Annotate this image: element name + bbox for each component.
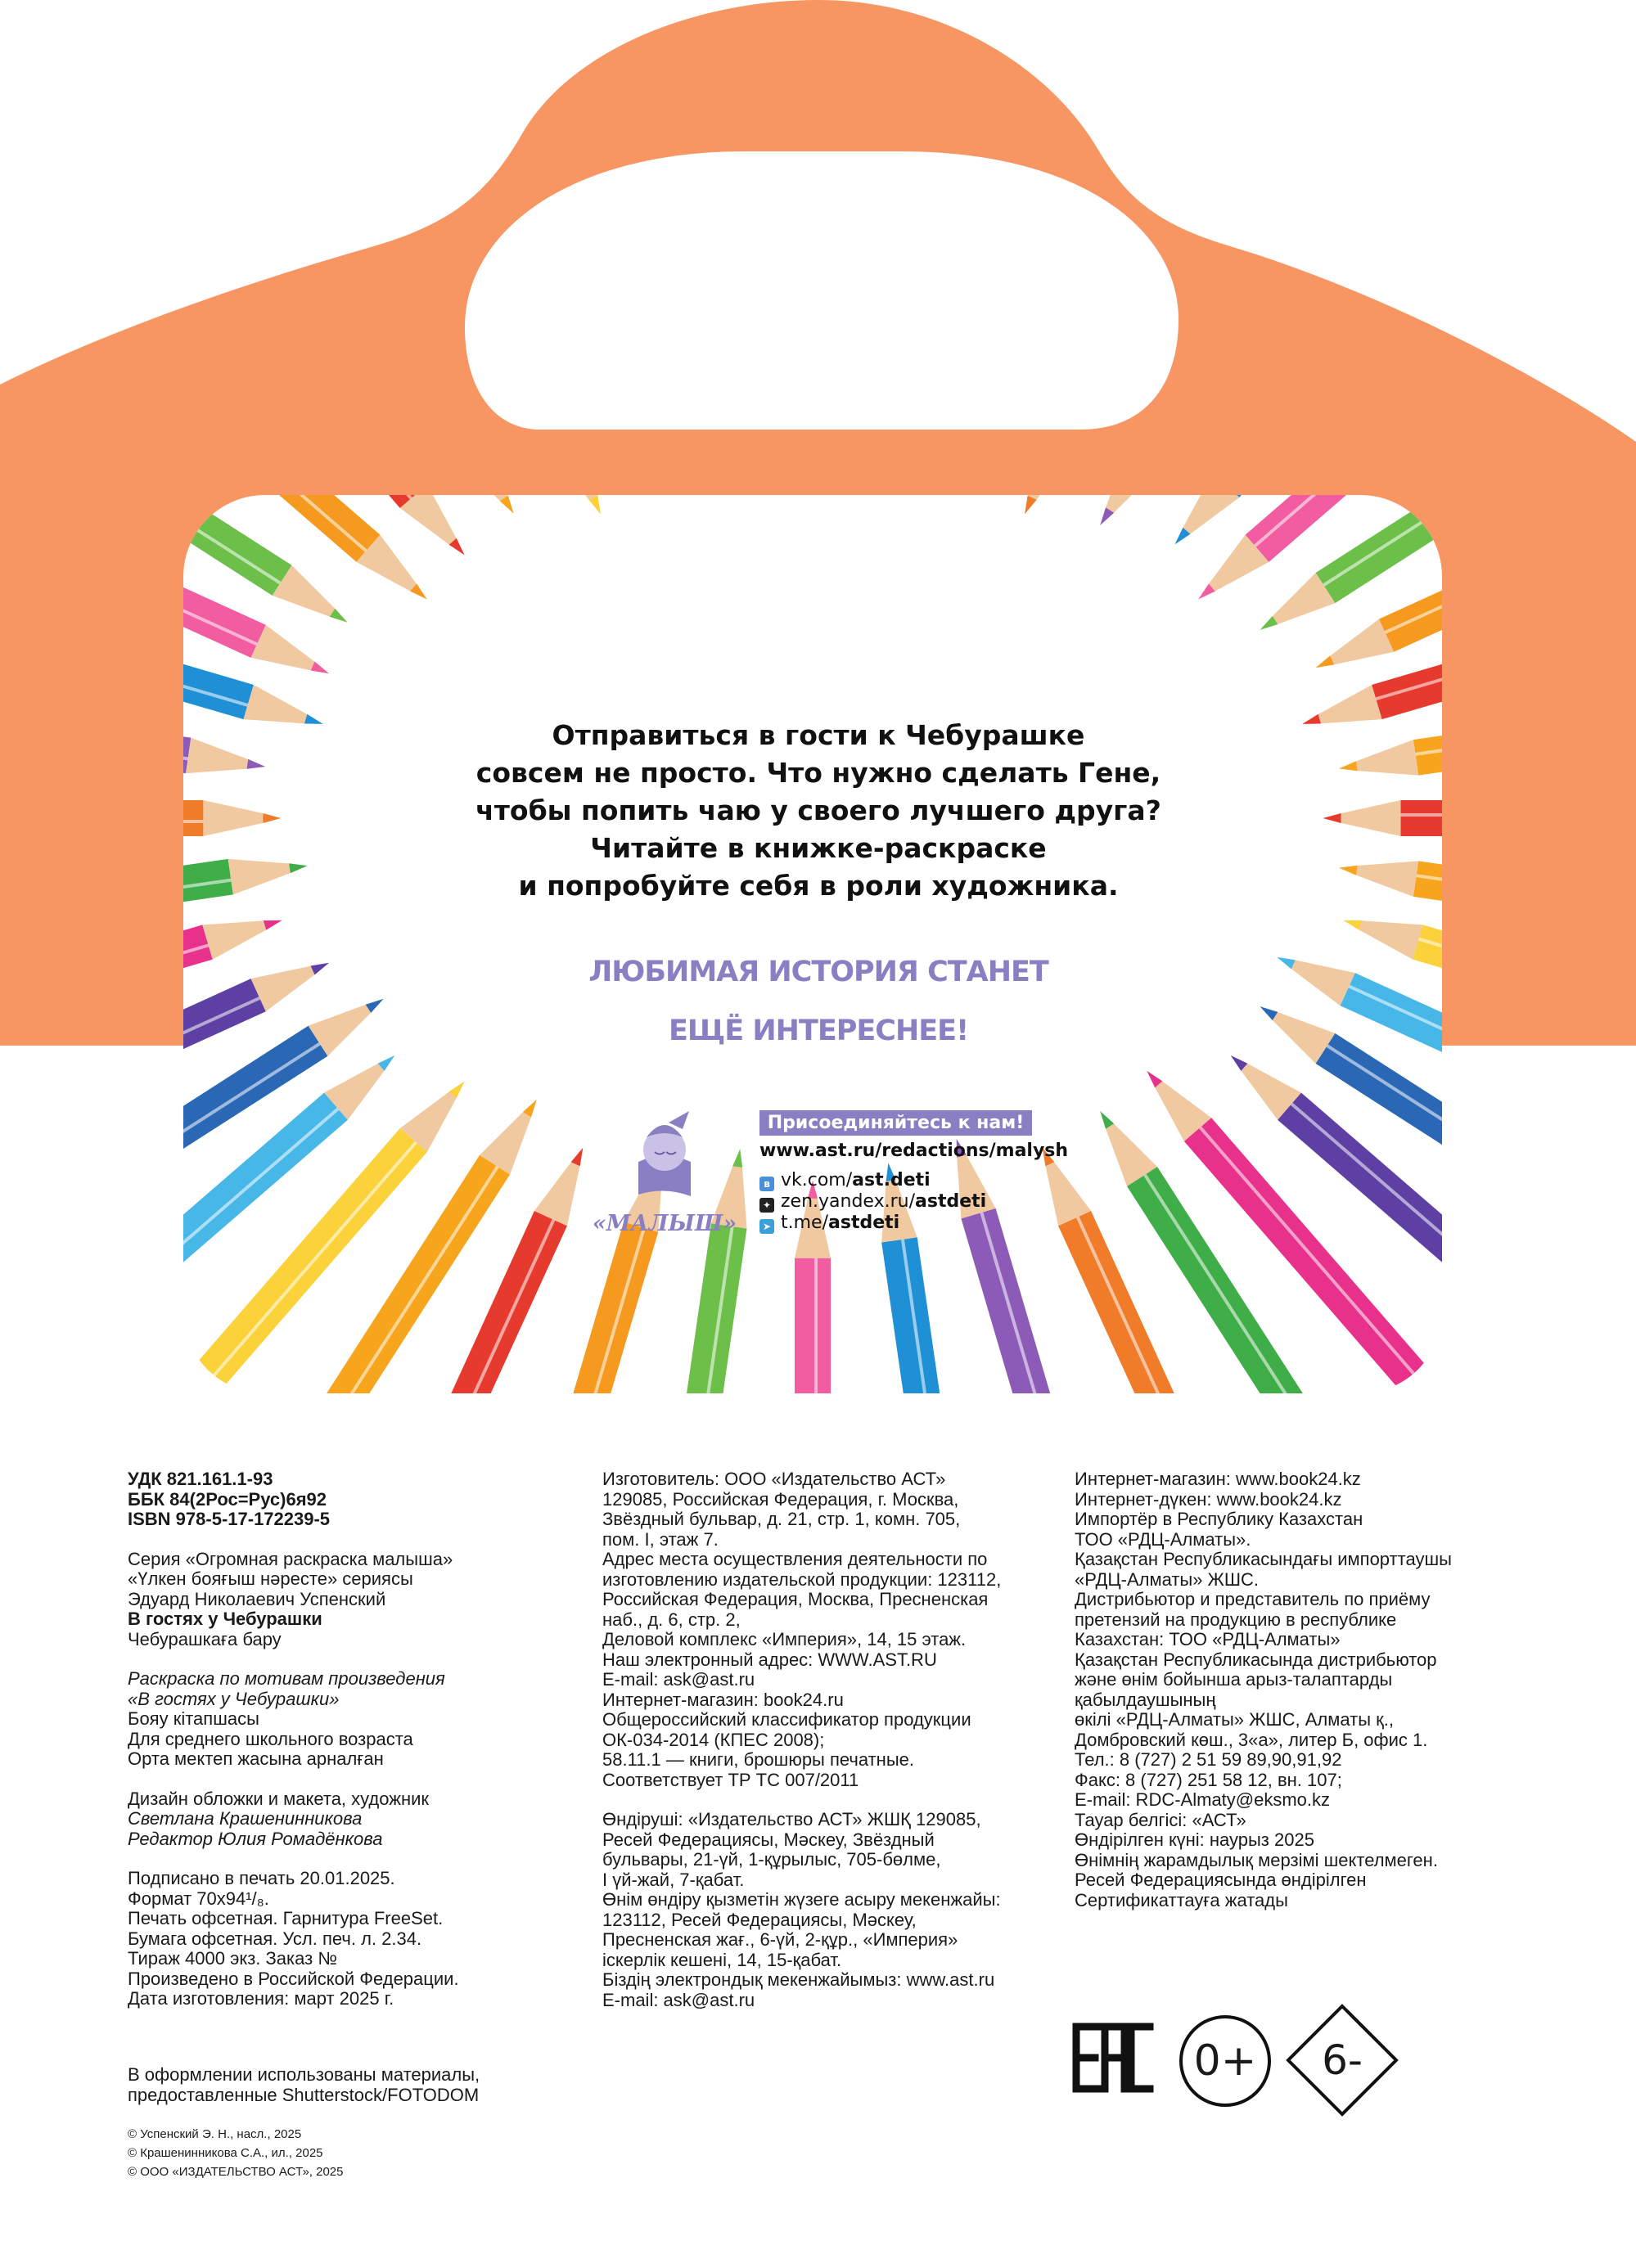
imprint-line: «РДЦ-Алматы» ЖШС. <box>1075 1568 1260 1590</box>
slogan-line-1: ЛЮБИМАЯ ИСТОРИЯ СТАНЕТ <box>588 956 1048 988</box>
credits-line: В оформлении использованы материалы, <box>128 2064 480 2085</box>
imprint-line: I үй-жай, 7-қабат. <box>602 1869 745 1890</box>
spacer <box>602 1790 1001 1810</box>
imprint-line: «Үлкен бояғыш нәресте» сериясы <box>128 1568 413 1589</box>
imprint-line: Интернет-дүкен: www.book24.kz <box>1075 1488 1342 1510</box>
imprint-line: Өндіруші: «Издательство АСТ» ЖШҚ 129085, <box>602 1809 981 1829</box>
imprint-line: E-mail: ask@ast.ru <box>602 1989 755 2010</box>
zen-icon: ✦ <box>759 1198 774 1213</box>
imprint-line: Сертификаттауға жатады <box>1075 1889 1288 1910</box>
imprint-line: 129085, Российская Федерация, г. Москва, <box>602 1488 959 1510</box>
imprint-line: E-mail: RDC-Almaty@eksmo.kz <box>1075 1789 1331 1810</box>
imprint-line: ТОО «РДЦ-Алматы». <box>1075 1528 1251 1550</box>
spacer <box>128 1770 459 1789</box>
imprint-line: Наш электронный адрес: WWW.AST.RU <box>602 1649 937 1670</box>
social-prefix: zen.yandex.ru/ <box>781 1191 915 1212</box>
social-prefix: t.me/ <box>781 1213 828 1233</box>
blurb-line: совсем не просто. Что нужно сделать Гене, <box>475 757 1161 789</box>
imprint-line: Дата изготовления: март 2025 г. <box>128 1988 394 2009</box>
imprint-line: Раскраска по мотивам произведения <box>128 1668 445 1689</box>
imprint-line: Импортёр в Республику Казахстан <box>1075 1509 1363 1529</box>
imprint-line: Өнім өндіру қызметін жүзеге асыру мекенжайы: <box>602 1889 1001 1910</box>
imprint-line: Редактор Юлия Ромадёнкова <box>128 1828 383 1849</box>
imprint-line: Орта мектеп жасына арналған <box>128 1748 384 1769</box>
imprint-column-2 <box>602 1469 1001 2010</box>
imprint-line: іскерлік кешені, 14, 15-қабат. <box>602 1949 842 1970</box>
image-credits <box>128 2065 480 2105</box>
imprint-line: қабылдаушының <box>1075 1689 1216 1710</box>
social-handle: astdeti <box>915 1191 987 1212</box>
imprint-line: Дистрибьютор и представитель по приёму <box>1075 1589 1431 1609</box>
imprint-line: Изготовитель: ООО «Издательство АСТ» <box>602 1469 946 1489</box>
imprint-line: Соответствует ТР ТС 007/2011 <box>602 1769 859 1790</box>
imprint-line: Тел.: 8 (727) 2 51 59 89,90,91,92 <box>1075 1749 1342 1770</box>
social-link-zen[interactable] <box>759 1191 986 1213</box>
imprint-line: Ресей Федерациясында өндірілген <box>1075 1870 1367 1890</box>
imprint-column-1 <box>128 1469 459 2009</box>
imprint-line: Өндірілген күні: наурыз 2025 <box>1075 1829 1314 1850</box>
imprint-line: УДК 821.161.1-93 <box>128 1469 273 1489</box>
imprint-line: Общероссийский классификатор продукции <box>602 1709 971 1730</box>
imprint-line: В гостях у Чебурашки <box>128 1609 322 1629</box>
social-link-vk[interactable] <box>759 1170 931 1191</box>
imprint-line: Звёздный бульвар, д. 21, стр. 1, комн. 705, <box>602 1509 961 1529</box>
vk-icon: в <box>759 1177 774 1191</box>
blurb-line: чтобы попить чаю у своего лучшего друга? <box>475 794 1161 826</box>
slogan-line-2: ЕЩЁ ИНТЕРЕСНЕЕ! <box>668 1015 969 1047</box>
imprint-line: пом. I, этаж 7. <box>602 1528 719 1550</box>
imprint-line: Бояу кітапшасы <box>128 1708 259 1729</box>
imprint-line: және өнім бойынша арыз-талаптарды <box>1075 1669 1393 1690</box>
book-blurb <box>246 717 1391 905</box>
imprint-line: Домбровский көш., 3«а», литер Б, офис 1. <box>1075 1729 1428 1750</box>
social-handle: astdeti <box>828 1213 900 1233</box>
imprint-line: E-mail: ask@ast.ru <box>602 1669 755 1690</box>
spacer <box>128 1849 459 1869</box>
imprint-line: Российская Федерация, Москва, Пресненская <box>602 1589 989 1609</box>
age-rating-badge: 0+ <box>1179 2015 1271 2107</box>
imprint-line: ББК 84(2Рос=Рус)6я92 <box>128 1488 327 1510</box>
imprint-line: Для среднего школьного возраста <box>128 1728 413 1749</box>
imprint-line: Адрес места осуществления деятельности по <box>602 1549 988 1569</box>
imprint-line: наб., д. 6, стр. 2, <box>602 1609 741 1630</box>
copyright-line: © Крашенинникова С.А., ил., 2025 <box>128 2146 323 2160</box>
copyright-notice <box>128 2125 344 2181</box>
imprint-line: Дизайн обложки и макета, художник <box>128 1788 430 1809</box>
publisher-site-link[interactable]: www.ast.ru/redactions/malysh <box>759 1141 1069 1161</box>
imprint-line: Бумага офсетная. Усл. печ. л. 2.34. <box>128 1928 422 1949</box>
imprint-line: Интернет-магазин: www.book24.kz <box>1075 1469 1361 1489</box>
imprint-line: Тауар белгісі: «АСТ» <box>1075 1809 1246 1830</box>
copyright-line: © ООО «ИЗДАТЕЛЬСТВО АСТ», 2025 <box>128 2165 344 2179</box>
imprint-line: Қазақстан Республикасында дистрибьютор <box>1075 1649 1437 1670</box>
blurb-line: Отправиться в гости к Чебурашке <box>552 719 1085 751</box>
imprint-line: Формат 70x94¹/₈. <box>128 1888 269 1909</box>
imprint-line: Тираж 4000 экз. Заказ № <box>128 1948 337 1969</box>
social-prefix: vk.com/ <box>781 1170 853 1190</box>
imprint-line: өкілі «РДЦ-Алматы» ЖШС, Алматы қ., <box>1075 1709 1394 1730</box>
imprint-line: 58.11.1 — книги, брошюры печатные. <box>602 1749 914 1770</box>
copyright-line: © Успенский Э. Н., насл., 2025 <box>128 2127 302 2141</box>
imprint-line: 123112, Ресей Федерациясы, Мәскеу, <box>602 1909 917 1930</box>
imprint-line: изготовлению издательской продукции: 123112, <box>602 1568 1002 1590</box>
imprint-line: Пресненская жағ., 6-үй, 2-құр., «Империя» <box>602 1929 958 1950</box>
imprint-column-3 <box>1075 1469 1452 1910</box>
imprint-line: Факс: 8 (727) 251 58 12, вн. 107; <box>1075 1769 1342 1790</box>
imprint-line: ОК-034-2014 (КПЕС 2008); <box>602 1729 825 1750</box>
imprint-line: Біздің электрондық мекенжайымыз: www.ast.ru <box>602 1969 995 1990</box>
imprint-line: претензий на продукцию в республике <box>1075 1609 1397 1630</box>
imprint-line: Интернет-магазин: book24.ru <box>602 1689 844 1710</box>
imprint-line: бульвары, 21-үй, 1-құрылыс, 705-бөлме, <box>602 1849 941 1870</box>
imprint-line: Деловой комплекс «Империя», 14, 15 этаж. <box>602 1629 967 1649</box>
imprint-line: Өнімнің жарамдылық мерзімі шектелмеген. <box>1075 1849 1438 1870</box>
imprint-line: Қазақстан Республикасындағы импорттаушы <box>1075 1549 1452 1569</box>
imprint-line: «В гостях у Чебурашки» <box>128 1688 340 1709</box>
malysh-logo-text: «МАЛЫШ» <box>592 1211 737 1236</box>
imprint-line: Подписано в печать 20.01.2025. <box>128 1868 395 1888</box>
imprint-line: Печать офсетная. Гарнитура FreeSet. <box>128 1908 444 1928</box>
imprint-line: Серия «Огромная раскраска малыша» <box>128 1548 453 1569</box>
imprint-line: Эдуард Николаевич Успенский <box>128 1588 386 1609</box>
imprint-line: Чебурашкаға бару <box>128 1628 282 1649</box>
credits-line: предоставленные Shutterstock/FOTODOM <box>128 2084 480 2105</box>
eac-mark-icon <box>1072 2023 1154 2093</box>
spacer <box>128 1530 459 1550</box>
social-link-telegram[interactable] <box>759 1213 899 1234</box>
join-us-badge: Присоединяйтесь к нам! <box>759 1110 1032 1136</box>
age-recommendation-label: 6- <box>1322 2036 1363 2084</box>
telegram-icon: ➤ <box>759 1219 774 1234</box>
spacer <box>128 1649 459 1669</box>
imprint-line: ISBN 978-5-17-172239-5 <box>128 1509 331 1529</box>
social-handle: ast.deti <box>852 1170 931 1190</box>
blurb-line: и попробуйте себя в роли художника. <box>518 870 1119 902</box>
imprint-line: Ресей Федерациясы, Мәскеу, Звёздный <box>602 1829 935 1850</box>
imprint-line: Казахстан: ТОО «РДЦ-Алматы» <box>1075 1629 1341 1649</box>
blurb-line: Читайте в книжке-раскраске <box>590 832 1047 864</box>
imprint-line: Светлана Крашенинникова <box>128 1808 363 1829</box>
imprint-line: Произведено в Российской Федерации. <box>128 1968 459 1989</box>
